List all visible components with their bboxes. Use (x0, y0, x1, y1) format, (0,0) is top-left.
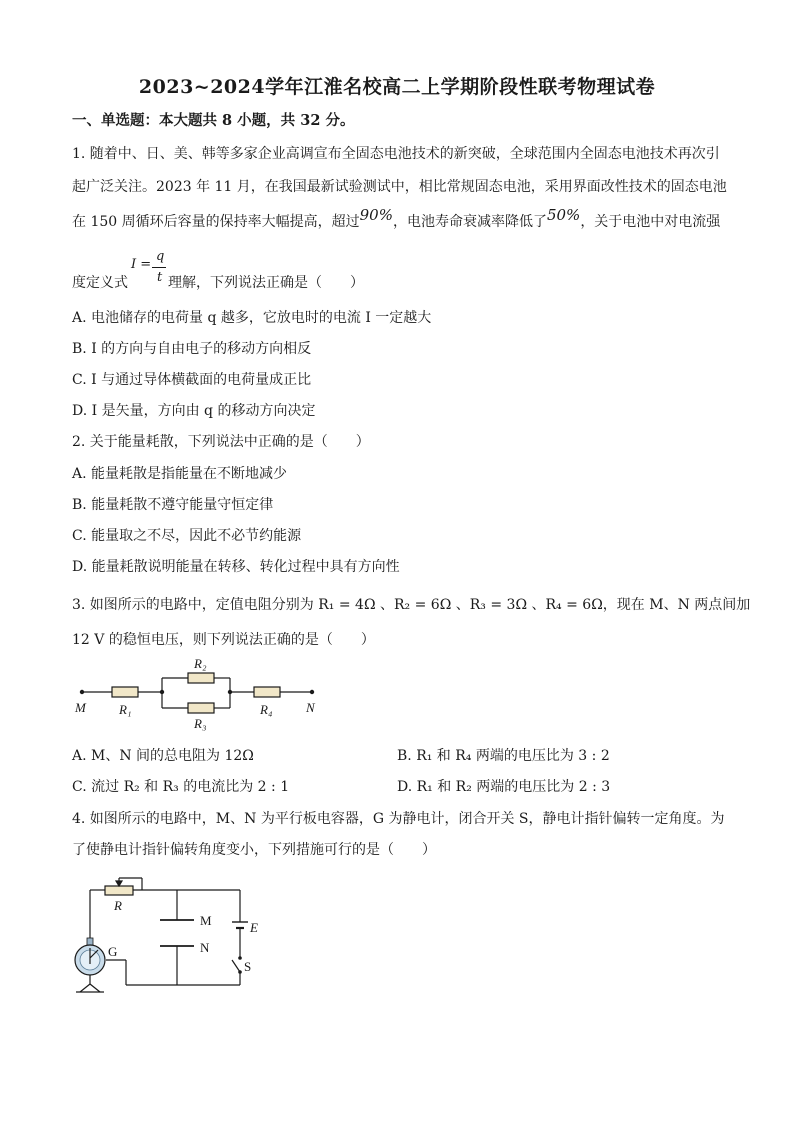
q1-line-3-a: 在 150 周循环后容量的保持率大幅提高，超过 (72, 214, 360, 230)
q3-option-b: B. R₁ 和 R₄ 两端的电压比为 3 : 2 (397, 748, 610, 764)
q1-line-3 (72, 206, 721, 231)
q1-line-3-b: ，电池寿命衰减率降低了 (392, 214, 547, 230)
q1-line-2: 起广泛关注。2023 年 11 月，在我国最新试验测试中，相比常规固态电池，采用界面改性技术的固态电池 (72, 179, 727, 195)
q1-line-3-c: ，关于电池中对电流强 (580, 214, 721, 230)
formula-fraction-bar (152, 267, 166, 268)
q4-stem-2: 了使静电计指针偏转角度变小，下列措施可行的是（ ） (72, 842, 436, 858)
q1-percent-50: 50% (546, 206, 581, 224)
q2-stem: 2. 关于能量耗散，下列说法中正确的是（ ） (72, 434, 370, 450)
q1-percent-90: 90% (359, 206, 393, 224)
q4-rheostat-r (105, 886, 133, 895)
q4-label-e: E (250, 920, 258, 935)
q4-electrometer-g (75, 938, 105, 992)
q4-stem-1: 4. 如图所示的电路中，M、N 为平行板电容器，G 为静电计，闭合开关 S，静电计指针偏转一定角度。为 (72, 811, 725, 827)
q1-option-a: A. 电池储存的电荷量 q 越多，它放电时的电流 I 一定越大 (72, 310, 432, 326)
q4-label-s: S (244, 959, 252, 974)
q4-switch-contact (238, 956, 242, 960)
q1-line-4-a: 度定义式 (72, 275, 128, 291)
page-title: 2023~2024学年江淮名校高二上学期阶段性联考物理试卷 (138, 76, 656, 98)
q1-option-d: D. I 是矢量，方向由 q 的移动方向决定 (72, 403, 316, 419)
q3-circuit-diagram (70, 654, 330, 734)
q3-stem-2: 12 V 的稳恒电压，则下列说法正确的是（ ） (72, 632, 375, 648)
q4-label-g: G (108, 944, 118, 959)
q4-slider-arrow (116, 881, 122, 886)
q4-label-r: R (114, 898, 122, 913)
q3-terminal-n (310, 690, 314, 694)
q3-resistor-r4 (254, 687, 280, 697)
q3-label-r3: R₃ (194, 716, 207, 731)
q4-label-m: M (200, 913, 212, 928)
formula-denominator: t (157, 270, 163, 285)
q3-stem-1: 3. 如图所示的电路中，定值电阻分别为 R₁ = 4Ω 、R₂ = 6Ω 、R₃ = 3Ω 、R₄ = 6Ω，现在 M、N 两点间加 (72, 597, 751, 613)
q3-resistor-r3 (188, 703, 214, 713)
q3-label-r4: R₄ (260, 702, 273, 717)
q3-resistor-r2 (188, 673, 214, 683)
q4-circuit-diagram (66, 868, 276, 1003)
q3-option-d: D. R₁ 和 R₂ 两端的电压比为 2 : 3 (397, 779, 611, 795)
q1-line-1: 1. 随着中、日、美、韩等多家企业高调宣布全固态电池技术的新突破，全球范围内全固态电池技术再次引 (72, 146, 720, 162)
q4-switch-s (232, 960, 240, 972)
q1-option-b: B. I 的方向与自由电子的移动方向相反 (72, 341, 312, 357)
q1-option-c: C. I 与通过导体横截面的电荷量成正比 (72, 372, 312, 388)
q1-line-4-b: 理解，下列说法正确是（ ） (168, 275, 364, 291)
q3-option-a: A. M、N 间的总电阻为 12Ω (72, 748, 254, 764)
q2-option-a: A. 能量耗散是指能量在不断地减少 (72, 466, 288, 482)
q3-junction-left (160, 690, 164, 694)
q2-option-d: D. 能量耗散说明能量在转移、转化过程中具有方向性 (72, 559, 400, 575)
formula-lhs: I = (131, 257, 152, 272)
q3-resistor-r1 (112, 687, 138, 697)
section-heading: 一、单选题：本大题共 8 小题，共 32 分。 (72, 112, 355, 129)
q2-option-b: B. 能量耗散不遵守能量守恒定律 (72, 497, 274, 513)
q3-label-n: N (306, 700, 315, 715)
q3-option-c: C. 流过 R₂ 和 R₃ 的电流比为 2 : 1 (72, 779, 290, 795)
q3-terminal-m (80, 690, 84, 694)
q3-junction-right (228, 690, 232, 694)
q3-label-r2: R₂ (194, 656, 207, 671)
formula-numerator: q (156, 249, 165, 264)
q4-switch-pivot (238, 970, 242, 974)
q2-option-c: C. 能量取之不尽，因此不必节约能源 (72, 528, 302, 544)
q3-label-m: M (75, 700, 86, 715)
q3-label-r1: R₁ (119, 702, 132, 717)
q4-label-n: N (200, 940, 210, 955)
